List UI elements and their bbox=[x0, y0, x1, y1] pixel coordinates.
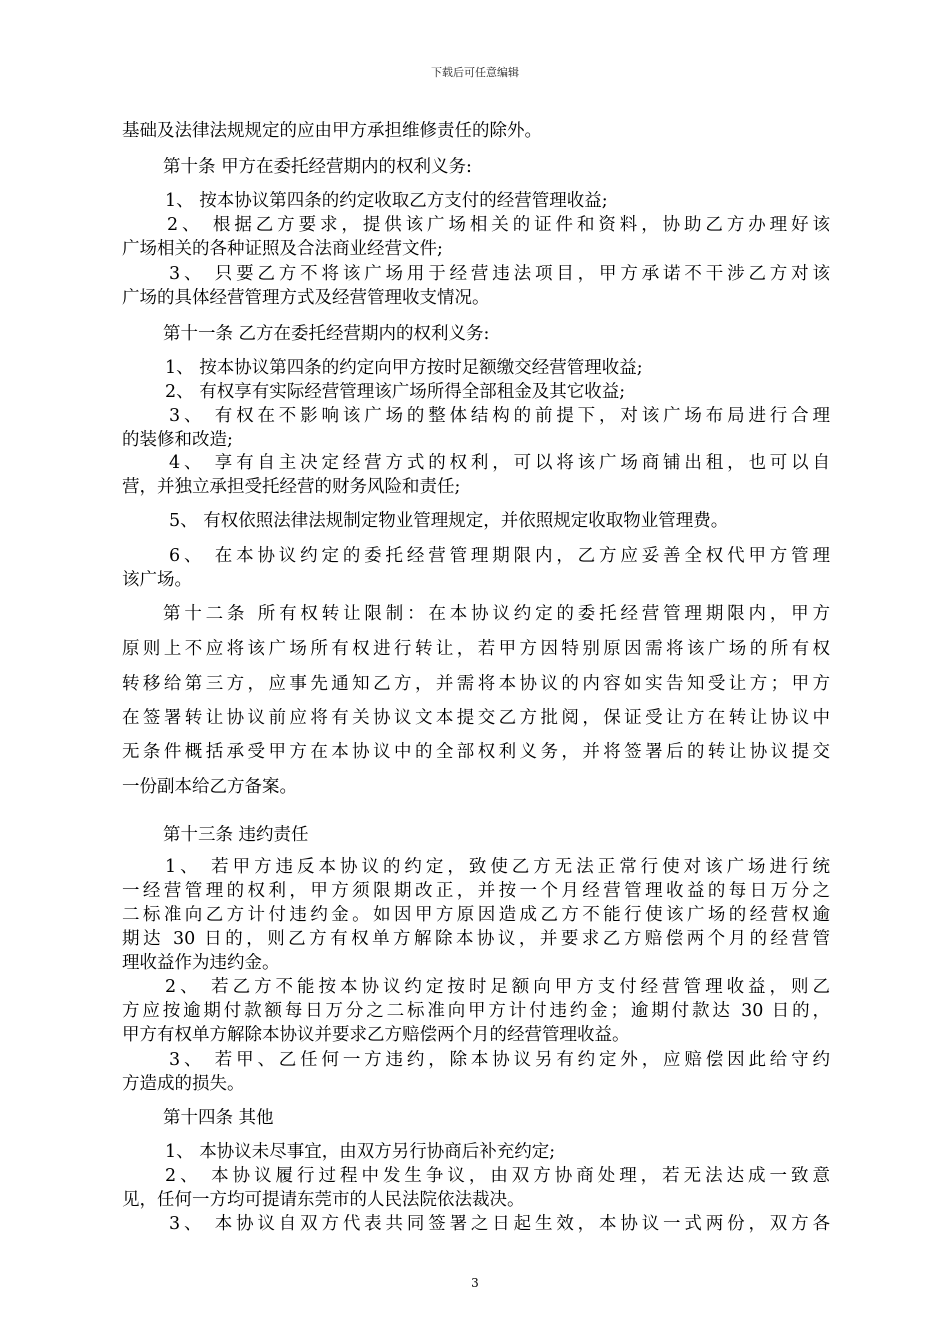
text-line: 在签署转让协议前应将有关协议文本提交乙方批阅，保证受让方在转让协议中 bbox=[122, 708, 830, 728]
text-line: 3、 若甲、乙任何一方违约，除本协议另有约定外，应赔偿因此给守约 bbox=[169, 1050, 830, 1070]
text-line: 二标准向乙方计付违约金。如因甲方原因造成乙方不能行使该广场的经营权逾 bbox=[122, 905, 830, 925]
text-line: 理收益作为违约金。 bbox=[122, 953, 280, 973]
text-line: 见，任何一方均可提请东莞市的人民法院依法裁决。 bbox=[122, 1190, 525, 1210]
text-line: 一份副本给乙方备案。 bbox=[122, 777, 297, 797]
text-line: 2、 根据乙方要求，提供该广场相关的证件和资料，协助乙方办理好该 bbox=[167, 215, 830, 235]
section-heading: 第十四条 其他 bbox=[163, 1108, 274, 1128]
page-header: 下载后可任意编辑 bbox=[431, 66, 519, 79]
text-line: 方应按逾期付款额每日万分之二标准向甲方计付违约金；逾期付款达 30 日的， bbox=[122, 1001, 830, 1021]
text-line: 1、 本协议未尽事宜，由双方另行协商后补充约定; bbox=[165, 1142, 556, 1162]
text-line: 2、 若乙方不能按本协议约定按时足额向甲方支付经营管理收益，则乙 bbox=[165, 977, 830, 997]
text-line: 6、 在本协议约定的委托经营管理期限内，乙方应妥善全权代甲方管理 bbox=[169, 546, 830, 566]
text-line: 转移给第三方，应事先通知乙方，并需将本协议的内容如实告知受让方；甲方 bbox=[122, 674, 830, 694]
text-line: 2、 本协议履行过程中发生争议，由双方协商处理，若无法达成一致意 bbox=[165, 1166, 830, 1186]
section-heading: 第十三条 违约责任 bbox=[163, 825, 309, 845]
text-line: 1、 按本协议第四条的约定向甲方按时足额缴交经营管理收益; bbox=[165, 358, 643, 378]
text-line: 原则上不应将该广场所有权进行转让，若甲方因特别原因需将该广场的所有权 bbox=[122, 639, 830, 659]
text-line: 1、 按本协议第四条的约定收取乙方支付的经营管理收益; bbox=[165, 191, 608, 211]
text-line: 广场相关的各种证照及合法商业经营文件; bbox=[122, 239, 443, 259]
section-heading: 第十条 甲方在委托经营期内的权利义务: bbox=[163, 157, 472, 177]
text-line: 广场的具体经营管理方式及经营管理收支情况。 bbox=[122, 288, 490, 308]
text-line: 1、 若甲方违反本协议的约定，致使乙方无法正常行使对该广场进行统 bbox=[165, 857, 830, 877]
text-line: 无条件概括承受甲方在本协议中的全部权利义务，并将签署后的转让协议提交 bbox=[122, 742, 830, 762]
text-line: 3、 有权在不影响该广场的整体结构的前提下，对该广场布局进行合理 bbox=[169, 406, 830, 426]
text-line: 3、 只要乙方不将该广场用于经营违法项目，甲方承诺不干涉乙方对该 bbox=[169, 264, 830, 284]
text-line: 该广场。 bbox=[122, 570, 192, 590]
text-line: 基础及法律法规规定的应由甲方承担维修责任的除外。 bbox=[122, 121, 542, 141]
text-line: 期达 30 日的，则乙方有权单方解除本协议，并要求乙方赔偿两个月的经营管 bbox=[122, 929, 830, 949]
section-heading: 第十一条 乙方在委托经营期内的权利义务: bbox=[163, 324, 490, 344]
text-line: 5、 有权依照法律法规制定物业管理规定，并依照规定收取物业管理费。 bbox=[169, 511, 729, 531]
text-line: 甲方有权单方解除本协议并要求乙方赔偿两个月的经营管理收益。 bbox=[122, 1025, 630, 1045]
text-line: 一经营管理的权利，甲方须限期改正，并按一个月经营管理收益的每日万分之 bbox=[122, 881, 830, 901]
text-line: 3、 本协议自双方代表共同签署之日起生效，本协议一式两份，双方各 bbox=[169, 1214, 830, 1234]
text-line: 4、 享有自主决定经营方式的权利，可以将该广场商铺出租，也可以自 bbox=[169, 453, 830, 473]
text-line: 营，并独立承担受托经营的财务风险和责任; bbox=[122, 477, 461, 497]
page-number: 3 bbox=[471, 1276, 479, 1290]
section-heading: 第十二条 所有权转让限制：在本协议约定的委托经营管理期限内，甲方 bbox=[163, 604, 830, 624]
text-line: 2、 有权享有实际经营管理该广场所得全部租金及其它收益; bbox=[165, 382, 626, 402]
text-line: 的装修和改造; bbox=[122, 430, 233, 450]
text-line: 方造成的损失。 bbox=[122, 1074, 245, 1094]
